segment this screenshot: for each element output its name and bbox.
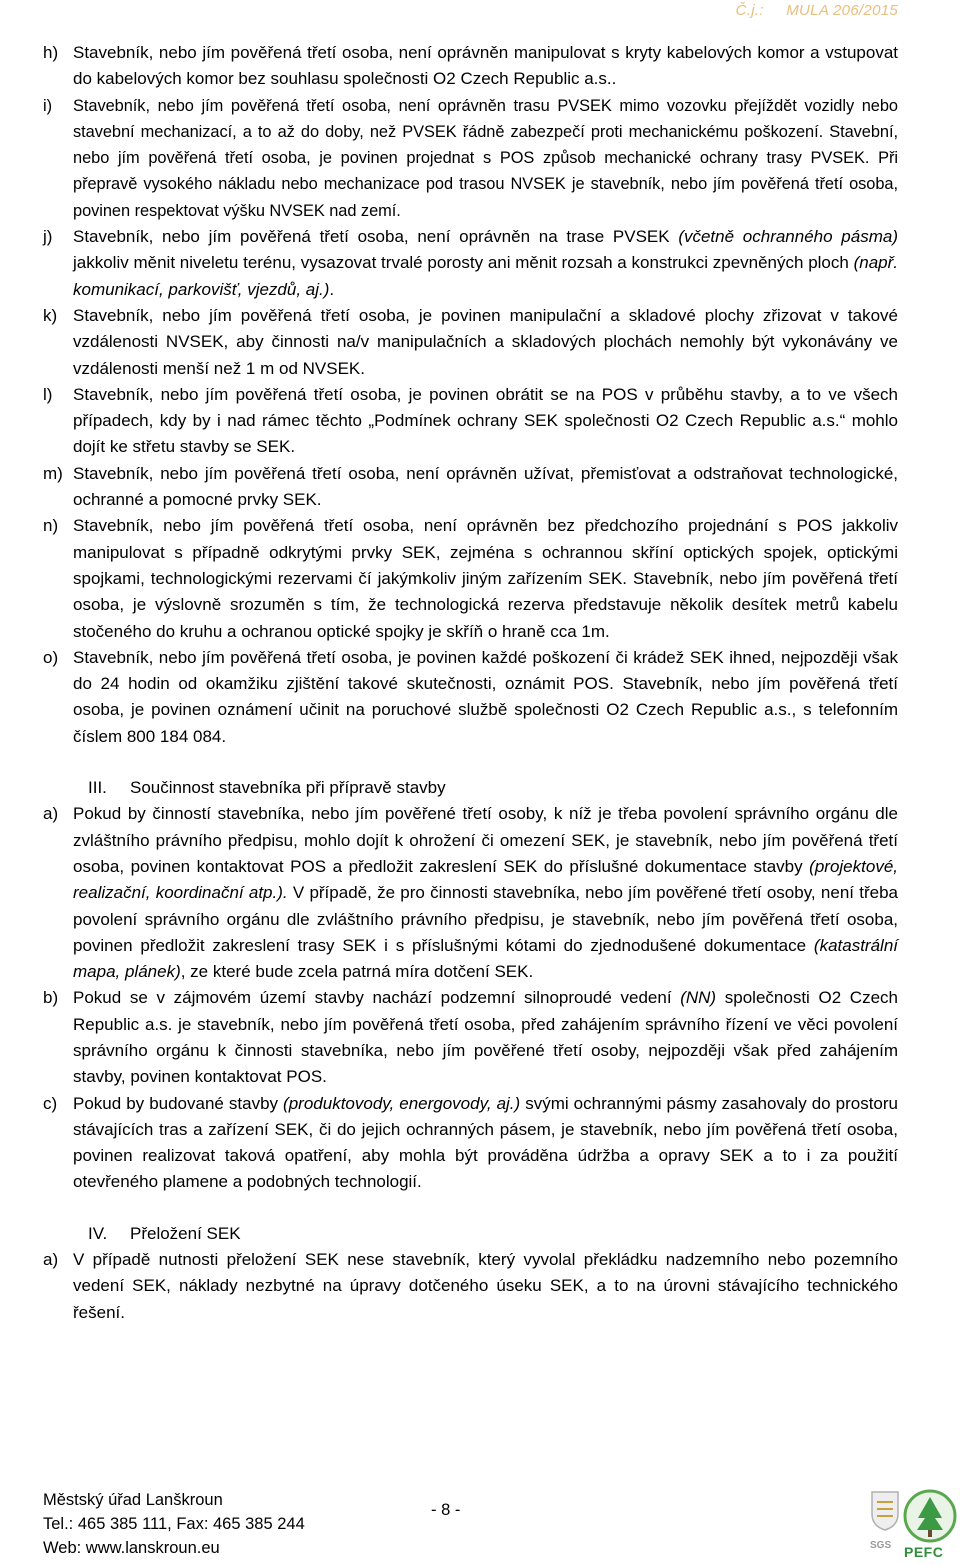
pefc-logo: PEFC [902,1488,960,1564]
section-heading-3: III. Součinnost stavebníka při přípravě stavby [88,778,446,798]
section-heading-4: IV. Přeložení SEK [88,1223,241,1243]
page-number: - 8 - [431,1501,461,1519]
reference-number: MULA 206/2015 [786,2,898,19]
list-item-i: i) Stavebník, nebo jím pověřená třetí osoba, není oprávněn trasu PVSEK mimo vozovku přejíždět vozidly nebo stavební mechanizací, a to až do doby, než PVSEK řádně zabezpečí proti mechanickému poškození. Stavební, nebo jím pověřená třetí osoba, je povinen projednat s POS způsob mechanické ochrany trasy PVSEK. Při přepravě vysokého nákladu nebo mechanizace pod trasou NVSEK je stavebník, nebo jím pověřená třetí osoba, povinen respektovat výšku NVSEK nad zemí. [43,96,898,220]
section3-item-b: b) Pokud se v zájmovém území stavby nachází podzemní silnoproudé vedení (NN) společnosti O2 Czech Republic a.s. je stavebník, nebo jím pověřená třetí osoba, před zahájením správního řízení ve věci povolení správního orgánu k činnosti stavebníka, nebo jím pověřené třetí osoby, nejpozději však před zahájením stavby, povinen kontaktovat POS. [43,988,898,1087]
document-reference [718,2,898,19]
list-item-l: l) Stavebník, nebo jím pověřená třetí osoba, je povinen obrátit se na POS v průběhu stavby, a to ve všech případech, kdy by i nad rámec těchto „Podmínek ochrany SEK společnosti O2 Czech Republic a.s.“ mohlo dojít ke střetu stavby se SEK. [43,384,898,457]
section4-item-a: a) V případě nutnosti přeložení SEK nese stavebník, který vyvolal překládku nadzemního nebo pozemního vedení SEK, náklady nezbytné na úpravy dotčeného úseku SEK, a to na úrovni stávajícího technického řešení. [43,1250,898,1322]
section3-item-a: a) Pokud by činností stavebníka, nebo jím pověřené třetí osoby, k níž je třeba povolení správního orgánu dle zvláštního právního předpisu, mohlo dojít k ohrožení či omezení SEK, je stavebník, nebo jím pověřená třetí osoba, povinen kontaktovat POS a předložit zakreslení SEK do příslušné dokumentace stavby (projektové, realizační, koordinační atp.). V případě, že pro činnosti stavebníka, nebo jím pověřené třetí osoby, není třeba povolení správního orgánu dle zvláštního právního předpisu, je stavebník, nebo jím pověřená třetí osoba, povinen předložit zakreslení trasy SEK i s příslušnými kótami do zjednodušené dokumentace (katastrální mapa, plánek), ze které bude zcela patrná míra dotčení SEK. [43,804,898,982]
page-footer [43,1488,944,1564]
list-item-k: k) Stavebník, nebo jím pověřená třetí osoba, je povinen manipulační a skladové plochy zřizovat v takové vzdálenosti NVSEK, aby činnosti na/v manipulačních a skladových plochách nemohly být vykonávány ve vzdálenosti menší než 1 m od NVSEK. [43,305,898,378]
list-item-o: o) Stavebník, nebo jím pověřená třetí osoba, je povinen každé poškození či krádež SEK ihned, nejpozději však do 24 hodin od okamžiku zjištění takové skutečnosti, oznámit POS. Stavebník, nebo jím pověřená třetí osoba, je povinen oznámení učinit na poruchové službě společnosti O2 Czech Republic a.s., s telefonním číslem 800 184 084. [43,647,898,746]
list-item-m: m) Stavebník, nebo jím pověřená třetí osoba, není oprávněn užívat, přemisťovat a odstraňovat technologické, ochranné a pomocné prvky SEK. [43,463,898,510]
footer-web: Web: www.lanskroun.eu [43,1539,220,1557]
certification-logos [868,1488,960,1564]
footer-phone: Tel.: 465 385 111, Fax: 465 385 244 [43,1515,305,1533]
document-body [43,40,898,1326]
list-item-h: h) Stavebník, nebo jím pověřená třetí osoba, není oprávněn manipulovat s kryty kabelových komor a vstupovat do kabelových komor bez souhlasu společnosti O2 Czech Republic a.s.. [43,43,898,89]
footer-contact [43,1488,305,1560]
sgs-logo: SGS [868,1490,904,1560]
footer-office: Městský úřad Lanškroun [43,1491,223,1509]
list-item-j: j) Stavebník, nebo jím pověřená třetí osoba, není oprávněn na trase PVSEK (včetně ochranného pásma) jakkoliv měnit niveletu terénu, vysazovat trvalé porosty ani měnit rozsah a konstrukci zpevněných ploch (např. komunikací, parkovišť, vjezdů, aj.). [43,227,898,299]
sgs-mark-icon [868,1490,902,1532]
pefc-tree-icon [902,1488,958,1544]
section3-item-c: c) Pokud by budované stavby (produktovody, energovody, aj.) svými ochrannými pásmy zasahovaly do prostoru stávajících tras a zařízení SEK, či do jejich ochranných pásem, je stavebník, nebo jím pověřená třetí osoba, povinen realizovat taková opatření, aby mohla být prováděna údržba a opravy SEK a to i za použití otevřeného plamene a podobných technologií. [43,1093,899,1192]
list-item-n: n) Stavebník, nebo jím pověřená třetí osoba, není oprávněn bez předchozího projednání s POS jakkoliv manipulovat s případně odkrytými prvky SEK, zejména s ochrannou skříní optických spojek, optickými spojkami, technologickými rezervami čí jakýmkoliv jiným zařízením SEK. Stavebník, nebo jím pověřená třetí osoba, je výslovně srozuměn s tím, že technologická rezerva představuje několik desítek metrů kabelu stočeného do kruhu a ochranou optické spojky je skříň o hraně cca 1m. [43,516,898,641]
reference-label: Č.j.: [735,2,764,19]
